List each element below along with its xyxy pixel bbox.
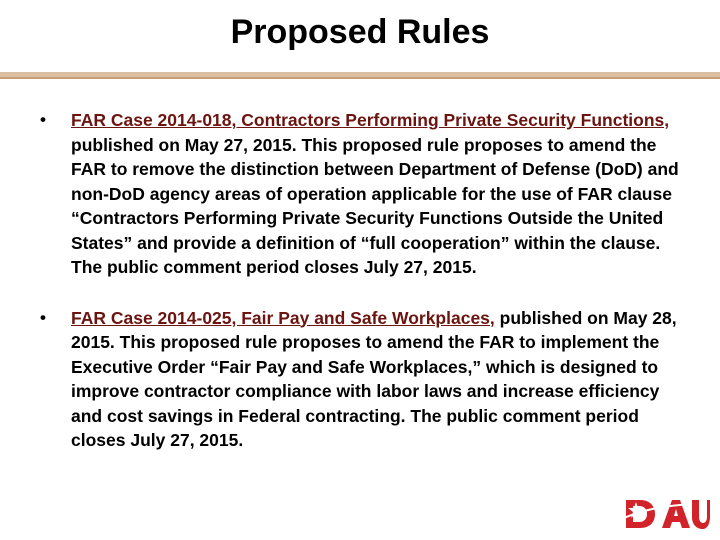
bullet-item	[0, 306, 720, 453]
bullet-marker: •	[40, 307, 46, 327]
bullet-text: published on May 28, 2015. This proposed rule proposes to amend the FAR to implement the Executive Order “Fair Pay and Safe Workplaces,” which is designed to improve contractor compliance with labor laws and increase efficiency and cost savings in Federal contracting. The public comment period closes July 27, 2015.	[71, 307, 677, 450]
dau-logo	[622, 496, 710, 530]
bullet-marker: •	[40, 110, 46, 129]
far-case-link[interactable]: FAR Case 2014-018, Contractors Performing Private Security Functions,	[71, 110, 670, 130]
bullet-item	[0, 108, 720, 280]
bullet-text: published on May 27, 2015. This proposed rule proposes to amend the FAR to remove the distinction between Department of Defense (DoD) and non-DoD agency areas of operation applicable for the use of FAR clause “Contractors Performing Private Security Functions Outside the United States” and provide a definition of “full cooperation” within the clause. The public comment period closes July 27, 2015.	[71, 134, 679, 277]
far-case-link[interactable]: FAR Case 2014-025, Fair Pay and Safe Workplaces,	[71, 307, 495, 328]
slide-title: Proposed Rules	[230, 13, 490, 51]
bullet-list	[0, 108, 720, 453]
title-divider-line	[0, 77, 720, 79]
